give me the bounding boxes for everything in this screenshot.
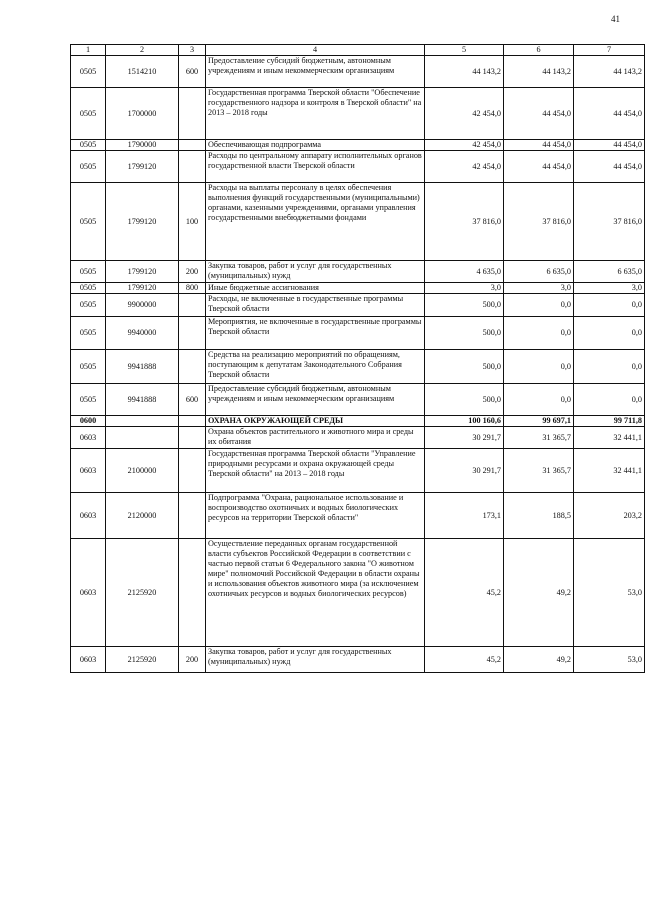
target-code-cell: 1799120 — [106, 151, 179, 183]
header-cell: 4 — [206, 45, 425, 56]
amount-2017-cell: 99 697,1 — [504, 416, 574, 427]
expense-type-cell: 200 — [179, 647, 206, 673]
amount-2016-cell: 30 291,7 — [425, 449, 504, 493]
description-cell: Охрана объектов растительного и животного мира и среды их обитания — [206, 427, 425, 449]
target-code-cell: 1514210 — [106, 56, 179, 88]
amount-2016-cell: 500,0 — [425, 294, 504, 317]
section-code-cell: 0505 — [71, 183, 106, 261]
amount-2017-cell: 49,2 — [504, 647, 574, 673]
description-cell: Закупка товаров, работ и услуг для государственных (муниципальных) нужд — [206, 261, 425, 283]
expense-type-cell — [179, 350, 206, 384]
amount-2018-cell: 99 711,8 — [574, 416, 645, 427]
amount-2016-cell: 4 635,0 — [425, 261, 504, 283]
amount-2016-cell: 30 291,7 — [425, 427, 504, 449]
section-code-cell: 0505 — [71, 350, 106, 384]
table-row — [71, 427, 645, 449]
table-row — [71, 317, 645, 350]
section-code-cell: 0603 — [71, 539, 106, 647]
expense-type-cell — [179, 151, 206, 183]
description-cell: Предоставление субсидий бюджетным, автономным учреждениям и иным некоммерческим организациям — [206, 56, 425, 88]
section-code-cell: 0603 — [71, 493, 106, 539]
expense-type-cell — [179, 294, 206, 317]
description-cell: Подпрограмма "Охрана, рациональное использование и воспроизводство охотничьих и водных биологических ресурсов на территории Тверской области" — [206, 493, 425, 539]
expense-type-cell — [179, 449, 206, 493]
table-row — [71, 151, 645, 183]
expense-type-cell: 100 — [179, 183, 206, 261]
amount-2018-cell: 53,0 — [574, 647, 645, 673]
amount-2017-cell: 6 635,0 — [504, 261, 574, 283]
description-cell: Мероприятия, не включенные в государственные программы Тверской области — [206, 317, 425, 350]
section-code-cell: 0505 — [71, 283, 106, 294]
amount-2016-cell: 173,1 — [425, 493, 504, 539]
section-code-cell: 0505 — [71, 56, 106, 88]
table-row — [71, 647, 645, 673]
target-code-cell: 9940000 — [106, 317, 179, 350]
section-code-cell: 0505 — [71, 88, 106, 140]
amount-2017-cell: 37 816,0 — [504, 183, 574, 261]
amount-2016-cell: 500,0 — [425, 384, 504, 416]
table-row — [71, 449, 645, 493]
header-cell: 3 — [179, 45, 206, 56]
amount-2018-cell: 6 635,0 — [574, 261, 645, 283]
amount-2016-cell: 42 454,0 — [425, 140, 504, 151]
amount-2018-cell: 53,0 — [574, 539, 645, 647]
amount-2016-cell: 42 454,0 — [425, 151, 504, 183]
budget-table — [70, 44, 645, 673]
amount-2018-cell: 0,0 — [574, 317, 645, 350]
table-row — [71, 384, 645, 416]
target-code-cell — [106, 427, 179, 449]
table-row — [71, 539, 645, 647]
amount-2016-cell: 44 143,2 — [425, 56, 504, 88]
expense-type-cell — [179, 539, 206, 647]
amount-2016-cell: 100 160,6 — [425, 416, 504, 427]
amount-2018-cell: 44 454,0 — [574, 88, 645, 140]
section-code-cell: 0505 — [71, 294, 106, 317]
description-cell: Средства на реализацию мероприятий по обращениям, поступающим к депутатам Законодательного Собрания Тверской области — [206, 350, 425, 384]
amount-2017-cell: 0,0 — [504, 350, 574, 384]
target-code-cell: 1799120 — [106, 261, 179, 283]
description-cell: Иные бюджетные ассигнования — [206, 283, 425, 294]
expense-type-cell — [179, 88, 206, 140]
expense-type-cell — [179, 493, 206, 539]
amount-2018-cell: 0,0 — [574, 294, 645, 317]
target-code-cell: 1799120 — [106, 183, 179, 261]
amount-2018-cell: 44 143,2 — [574, 56, 645, 88]
section-code-cell: 0505 — [71, 151, 106, 183]
expense-type-cell — [179, 317, 206, 350]
target-code-cell: 2125920 — [106, 539, 179, 647]
header-cell: 7 — [574, 45, 645, 56]
amount-2017-cell: 0,0 — [504, 317, 574, 350]
amount-2018-cell: 203,2 — [574, 493, 645, 539]
page-number: 41 — [611, 14, 620, 24]
table-row — [71, 183, 645, 261]
table-row — [71, 56, 645, 88]
target-code-cell: 9900000 — [106, 294, 179, 317]
amount-2017-cell: 31 365,7 — [504, 427, 574, 449]
description-cell: Обеспечивающая подпрограмма — [206, 140, 425, 151]
header-cell: 1 — [71, 45, 106, 56]
amount-2016-cell: 42 454,0 — [425, 88, 504, 140]
section-code-cell: 0603 — [71, 647, 106, 673]
section-code-cell: 0600 — [71, 416, 106, 427]
table-row — [71, 88, 645, 140]
amount-2017-cell: 0,0 — [504, 294, 574, 317]
expense-type-cell: 600 — [179, 56, 206, 88]
amount-2017-cell: 44 454,0 — [504, 140, 574, 151]
target-code-cell: 2125920 — [106, 647, 179, 673]
amount-2016-cell: 37 816,0 — [425, 183, 504, 261]
table-row — [71, 294, 645, 317]
header-cell: 5 — [425, 45, 504, 56]
target-code-cell: 2120000 — [106, 493, 179, 539]
amount-2017-cell: 44 454,0 — [504, 88, 574, 140]
target-code-cell: 9941888 — [106, 384, 179, 416]
expense-type-cell: 600 — [179, 384, 206, 416]
amount-2018-cell: 0,0 — [574, 350, 645, 384]
amount-2017-cell: 44 454,0 — [504, 151, 574, 183]
section-code-cell: 0505 — [71, 384, 106, 416]
amount-2017-cell: 3,0 — [504, 283, 574, 294]
section-code-cell: 0505 — [71, 317, 106, 350]
section-code-cell: 0603 — [71, 427, 106, 449]
target-code-cell: 1790000 — [106, 140, 179, 151]
amount-2017-cell: 0,0 — [504, 384, 574, 416]
target-code-cell: 2100000 — [106, 449, 179, 493]
table-row — [71, 350, 645, 384]
amount-2016-cell: 3,0 — [425, 283, 504, 294]
table-row — [71, 261, 645, 283]
table-header-row — [71, 45, 645, 56]
target-code-cell — [106, 416, 179, 427]
amount-2018-cell: 44 454,0 — [574, 151, 645, 183]
table-row — [71, 416, 645, 427]
amount-2016-cell: 45,2 — [425, 647, 504, 673]
section-code-cell: 0505 — [71, 140, 106, 151]
description-cell: Закупка товаров, работ и услуг для государственных (муниципальных) нужд — [206, 647, 425, 673]
amount-2018-cell: 44 454,0 — [574, 140, 645, 151]
header-cell: 2 — [106, 45, 179, 56]
expense-type-cell — [179, 427, 206, 449]
section-code-cell: 0505 — [71, 261, 106, 283]
section-code-cell: 0603 — [71, 449, 106, 493]
header-cell: 6 — [504, 45, 574, 56]
expense-type-cell — [179, 140, 206, 151]
amount-2017-cell: 49,2 — [504, 539, 574, 647]
amount-2016-cell: 45,2 — [425, 539, 504, 647]
expense-type-cell: 800 — [179, 283, 206, 294]
target-code-cell: 1799120 — [106, 283, 179, 294]
description-cell: Расходы на выплаты персоналу в целях обеспечения выполнения функций государственными (муниципальными) органами, казенными учреждениями, органами управления государственными внебюджетными фондами — [206, 183, 425, 261]
amount-2016-cell: 500,0 — [425, 317, 504, 350]
amount-2016-cell: 500,0 — [425, 350, 504, 384]
expense-type-cell — [179, 416, 206, 427]
description-cell: Расходы по центральному аппарату исполнительных органов государственной власти Тверской области — [206, 151, 425, 183]
target-code-cell: 1700000 — [106, 88, 179, 140]
description-cell: Расходы, не включенные в государственные программы Тверской области — [206, 294, 425, 317]
description-cell: Осуществление переданных органам государственной власти субъектов Российской Федерации в соответствии с частью первой статьи 6 Федерального закона "О животном мире" полномочий Российской Федерации в области охраны и использования объектов животного мира (за исключением охотничьих ресурсов и водных биологических ресурсов) — [206, 539, 425, 647]
amount-2018-cell: 3,0 — [574, 283, 645, 294]
amount-2017-cell: 31 365,7 — [504, 449, 574, 493]
expense-type-cell: 200 — [179, 261, 206, 283]
amount-2018-cell: 32 441,1 — [574, 449, 645, 493]
amount-2018-cell: 0,0 — [574, 384, 645, 416]
target-code-cell: 9941888 — [106, 350, 179, 384]
table-row — [71, 493, 645, 539]
table-row — [71, 283, 645, 294]
amount-2017-cell: 188,5 — [504, 493, 574, 539]
description-cell: ОХРАНА ОКРУЖАЮЩЕЙ СРЕДЫ — [206, 416, 425, 427]
amount-2018-cell: 32 441,1 — [574, 427, 645, 449]
amount-2018-cell: 37 816,0 — [574, 183, 645, 261]
description-cell: Государственная программа Тверской области "Обеспечение государственного надзора и контроля в Тверской области" на 2013 – 2018 годы — [206, 88, 425, 140]
amount-2017-cell: 44 143,2 — [504, 56, 574, 88]
description-cell: Государственная программа Тверской области "Управление природными ресурсами и охрана окружающей среды Тверской области" на 2013 – 2018 годы — [206, 449, 425, 493]
description-cell: Предоставление субсидий бюджетным, автономным учреждениям и иным некоммерческим организациям — [206, 384, 425, 416]
table-row — [71, 140, 645, 151]
